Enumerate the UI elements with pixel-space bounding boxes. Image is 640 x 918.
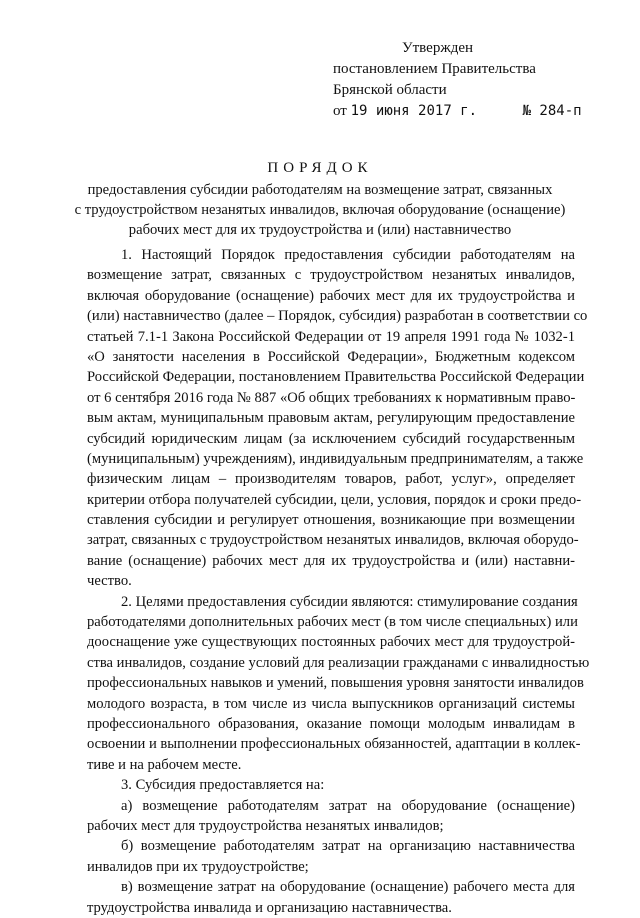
approval-stamp	[333, 38, 623, 122]
paragraph-line: освоении и выполнении профессиональных обязанностей, адаптации в коллек-	[87, 736, 581, 753]
paragraph-line: Российской Федерации, постановлением Правительства Российской Федерации	[87, 369, 585, 386]
paragraph-1	[87, 245, 588, 592]
paragraph-line: возмещение затрат, связанных с трудоустройством незанятых инвалидов,	[87, 267, 575, 284]
paragraph-line: вым актам, муниципальным правовым актам, регулирующим предоставление	[87, 410, 575, 427]
paragraph-line: 1. Настоящий Порядок предоставления субсидии работодателям на	[121, 247, 575, 263]
paragraph-line: статьей 7.1-1 Закона Российской Федерации от 19 апреля 1991 года № 1032-1	[87, 328, 575, 345]
subtitle-line: рабочих мест для их трудоустройства и (или) наставничество	[128, 222, 512, 238]
paragraph-line: (или) наставничество (далее – Порядок, субсидия) разработан в соответствии со	[87, 308, 588, 325]
approval-line-region: Брянской области	[333, 82, 447, 98]
subtitle-line: предоставления субсидии работодателям на возмещение затрат, связанных	[87, 182, 553, 198]
paragraph-line: дооснащение уже существующих постоянных рабочих мест для трудоустрой-	[87, 634, 575, 651]
paragraph-line: профессионального образования, оказание помощи молодым инвалидам в	[87, 715, 575, 732]
paragraph-line: б) возмещение работодателям затрат на организацию наставничества	[121, 838, 575, 855]
paragraph-line: тиве и на рабочем месте.	[87, 756, 242, 773]
paragraph-line: чество.	[87, 573, 132, 590]
paragraph-line: ства инвалидов, создание условий для реализации гражданами с инвалидностью	[87, 654, 590, 671]
paragraph-line: 2. Целями предоставления субсидии являются: стимулирование создания	[121, 593, 578, 610]
approval-date-prefix: от	[333, 103, 347, 119]
paragraph-line: 3. Субсидия предоставляется на:	[121, 777, 325, 794]
approval-number: № 284-п	[522, 103, 582, 119]
paragraph-line: включая оборудование (оснащение) рабочих мест для их трудоустройства и	[87, 287, 575, 304]
paragraph-line: инвалидов при их трудоустройстве;	[87, 858, 309, 875]
paragraph-2	[87, 592, 590, 776]
paragraph-5	[87, 836, 575, 877]
approval-date: 19 июня 2017 г.	[350, 103, 478, 119]
paragraph-line: рабочих мест для трудоустройства незанятых инвалидов;	[87, 817, 444, 834]
document-subtitle	[40, 180, 600, 240]
paragraph-line: а) возмещение работодателям затрат на оборудование (оснащение)	[121, 797, 575, 814]
paragraph-line: затрат, связанных с трудоустройством незанятых инвалидов, включая оборудо-	[87, 532, 579, 549]
approval-date-line	[333, 101, 623, 122]
paragraph-line: физическим лицам – производителям товаров, работ, услуг», определяет	[87, 471, 575, 488]
paragraph-4	[87, 796, 575, 837]
paragraph-line: в) возмещение затрат на оборудование (оснащение) рабочего места для	[121, 879, 575, 896]
paragraph-line: профессиональных навыков и умений, повышения уровня занятости инвалидов	[87, 675, 584, 692]
document-body	[87, 245, 590, 918]
paragraph-line: трудоустройства инвалида и организацию наставничества.	[87, 899, 452, 916]
paragraph-line: работодателями дополнительных рабочих мест (в том числе специальных) или	[87, 614, 578, 631]
paragraph-line: вание (оснащение) рабочих мест для их трудоустройства и (или) наставни-	[87, 552, 575, 569]
paragraph-line: критерии отбора получателей субсидии, цели, условия, порядок и сроки предо-	[87, 491, 582, 508]
paragraph-line: субсидий юридическим лицам (за исключением субсидий государственным	[87, 430, 575, 447]
approval-heading: Утвержден	[402, 40, 474, 56]
paragraph-3	[87, 775, 575, 795]
paragraph-line: «О занятости населения в Российской Федерации», Бюджетным кодексом	[87, 348, 575, 365]
subtitle-line: с трудоустройством незанятых инвалидов, включая оборудование (оснащение)	[74, 202, 566, 218]
paragraph-6	[87, 877, 575, 918]
document-title: ПОРЯДОК	[267, 160, 373, 176]
paragraph-line: молодого возраста, в том числе из числа выпускников организаций системы	[87, 695, 575, 712]
approval-line-decree: постановлением Правительства	[333, 61, 536, 77]
paragraph-line: (муниципальным) учреждениям), индивидуальным предпринимателям, а также	[87, 450, 584, 467]
paragraph-line: ставления субсидии и регулирует отношения, возникающие при возмещении	[87, 512, 575, 529]
paragraph-line: от 6 сентября 2016 года № 887 «Об общих требованиях к нормативным право-	[87, 389, 576, 406]
